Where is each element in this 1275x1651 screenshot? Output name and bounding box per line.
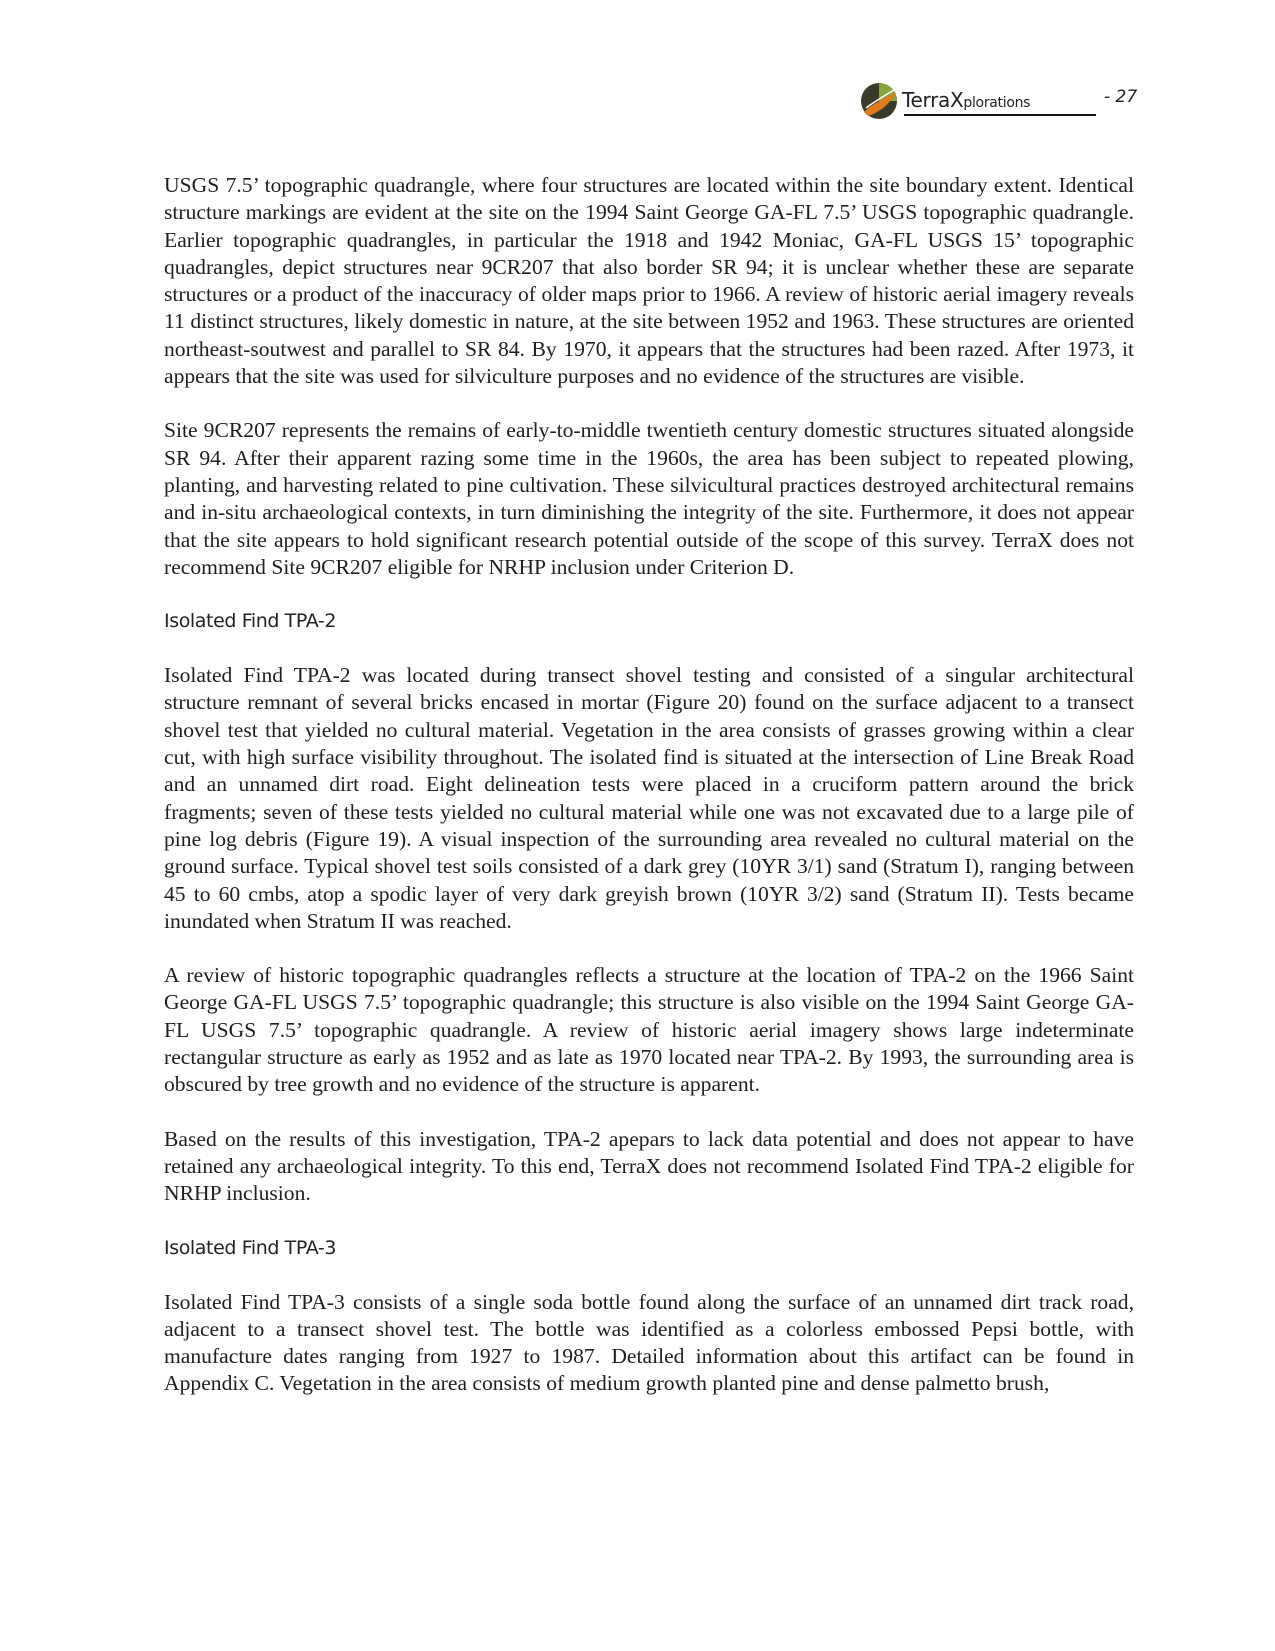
paragraph-6: Isolated Find TPA-3 consists of a single soda bottle found along the surface of an unnamed dirt track road, adjacent to a transect shovel test. The bottle was identified as a colorless embossed Pepsi bottle, with manufacture dates ranging from 1927 to 1987. Detailed information about this artifact can be found in Appendix C. Vegetation in the area consists of medium growth planted pine and dense palmetto brush, bbox=[164, 1289, 1134, 1396]
paragraph-3: Isolated Find TPA-2 was located during transect shovel testing and consisted of a singular architectural structure remnant of several bricks encased in mortar (Figure 20) found on the surface adjacent to a transect shovel test that yielded no cultural material. Vegetation in the area consists of grasses growing within a clear cut, with high surface visibility throughout. The isolated find is situated at the intersection of Line Break Road and an unnamed dirt road. Eight delineation tests were placed in a cruciform pattern around the brick fragments; seven of these tests yielded no cultural material while one was not excavated due to a large pile of pine log debris (Figure 19). A visual inspection of the surrounding area revealed no cultural material on the ground surface. Typical shovel test soils consisted of a dark grey (10YR 3/1) sand (Stratum I), ranging between 45 to 60 cmbs, atop a spodic layer of very dark greyish brown (10YR 3/2) sand (Stratum II). Tests became inundated when Stratum II was reached. bbox=[164, 663, 1134, 933]
page-header bbox=[860, 80, 1140, 120]
header-rule bbox=[904, 114, 1096, 116]
paragraph-1: USGS 7.5’ topographic quadrangle, where four structures are located within the site boundary extent. Identical structure markings are evident at the site on the 1994 Saint George GA-FL 7.5’ USGS topographic quadrangle. Earlier topographic quadrangles, in particular the 1918 and 1942 Moniac, GA-FL USGS 15’ topographic quadrangles, depict structures near 9CR207 that also border SR 94; it is unclear whether these are separate structures or a product of the inaccuracy of older maps prior to 1966. A review of historic aerial imagery reveals 11 distinct structures, likely domestic in nature, at the site between 1952 and 1963. These structures are oriented northeast-soutwest and parallel to SR 84. By 1970, it appears that the structures had been razed. After 1973, it appears that the site was used for silviculture purposes and no evidence of the structures are visible. bbox=[164, 173, 1134, 389]
section-heading-tpa-2: Isolated Find TPA-2 bbox=[164, 610, 337, 633]
paragraph-5: Based on the results of this investigation, TPA-2 apepars to lack data potential and does not appear to have retained any archaeological integrity. To this end, TerraX does not recommend Isolated Find TPA-2 eligible for NRHP inclusion. bbox=[164, 1126, 1134, 1206]
section-heading-tpa-3: Isolated Find TPA-3 bbox=[164, 1236, 337, 1259]
logo-main-text: TerraX bbox=[902, 88, 964, 112]
paragraph-4: A review of historic topographic quadrangles reflects a structure at the location of TPA-2 on the 1966 Saint George GA-FL USGS 7.5’ topographic quadrangle; this structure is also visible on the 1994 Saint George GA-FL USGS 7.5’ topographic quadrangle. A review of historic aerial imagery shows large indeterminate rectangular structure as early as 1952 and as late as 1970 located near TPA-2. By 1993, the surrounding area is obscured by tree growth and no evidence of the structure is apparent. bbox=[164, 963, 1134, 1097]
paragraph-2: Site 9CR207 represents the remains of early-to-middle twentieth century domestic structures situated alongside SR 94. After their apparent razing some time in the 1960s, the area has been subject to repeated plowing, planting, and harvesting related to pine cultivation. These silvicultural practices destroyed architectural remains and in-situ archaeological contexts, in turn diminishing the integrity of the site. Furthermore, it does not appear that the site appears to hold significant research potential outside of the scope of this survey. TerraX does not recommend Site 9CR207 eligible for NRHP inclusion under Criterion D. bbox=[164, 418, 1134, 579]
page-body bbox=[164, 172, 1134, 1425]
logo-small-text: plorations bbox=[963, 95, 1031, 111]
terrax-logo-icon bbox=[860, 82, 898, 120]
terrax-logo-text bbox=[902, 88, 1030, 112]
page-number: - 27 bbox=[1104, 87, 1138, 107]
